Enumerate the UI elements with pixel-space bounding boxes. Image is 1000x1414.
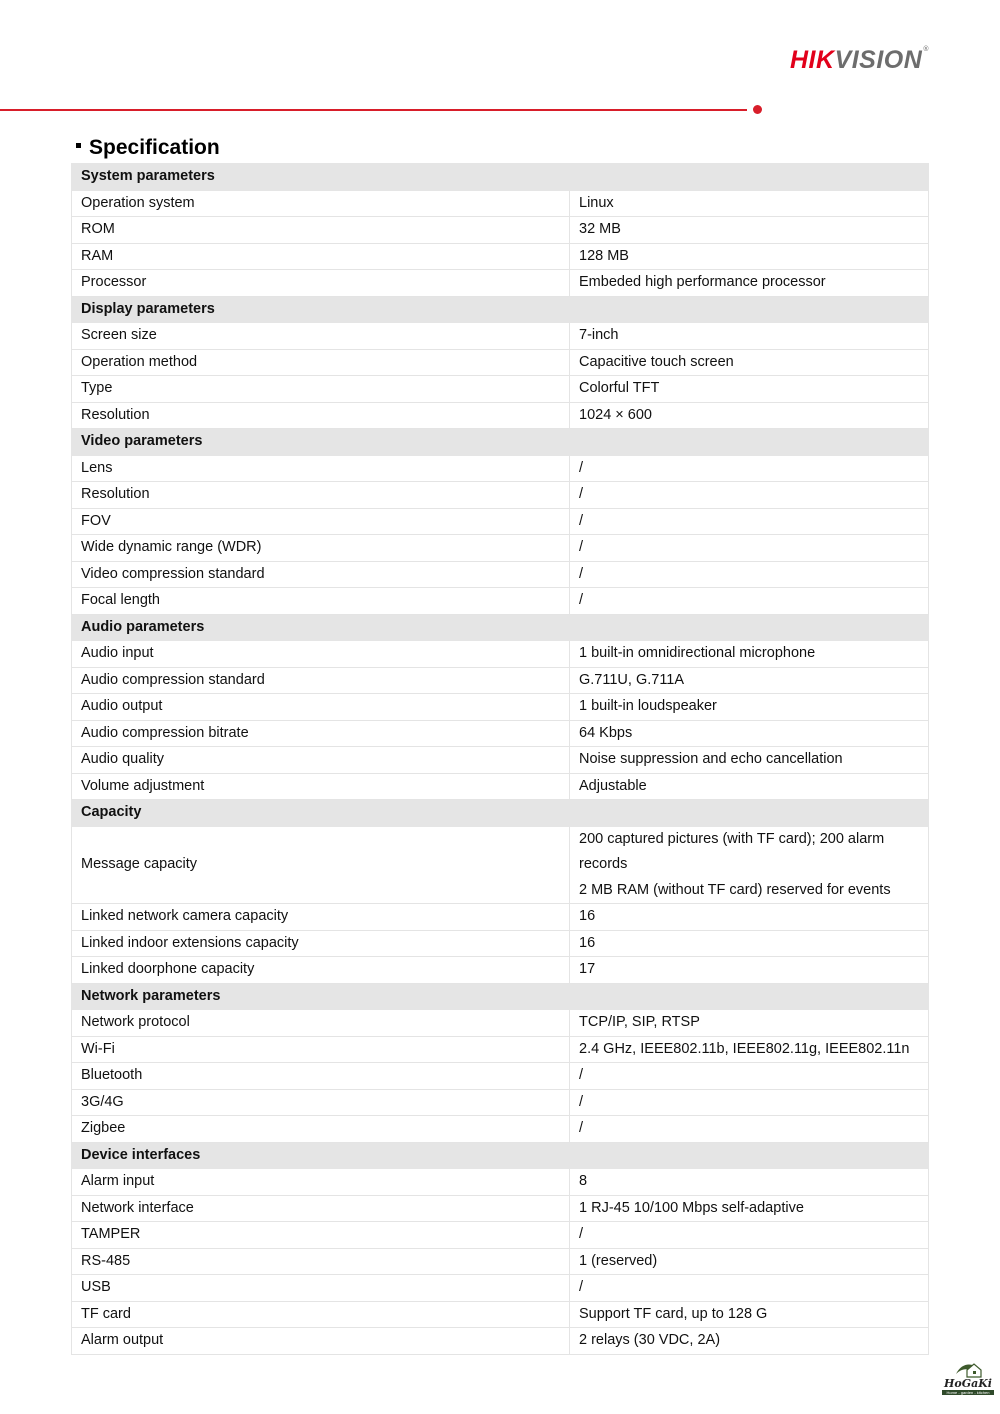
spec-value: 128 MB — [570, 243, 929, 270]
spec-value: / — [570, 508, 929, 535]
section-title: Network parameters — [72, 983, 929, 1010]
spec-key: Network interface — [72, 1195, 570, 1222]
header-rule-dot — [753, 105, 762, 114]
table-row — [72, 1116, 929, 1143]
spec-table — [71, 163, 929, 1355]
section-header-row — [72, 800, 929, 827]
spec-key: TAMPER — [72, 1222, 570, 1249]
table-row — [72, 402, 929, 429]
spec-value: G.711U, G.711A — [570, 667, 929, 694]
spec-value-line: 200 captured pictures (with TF card); 200 alarm records — [579, 830, 885, 872]
spec-value: 64 Kbps — [570, 720, 929, 747]
spec-key: Zigbee — [72, 1116, 570, 1143]
house-leaf-icon — [953, 1360, 983, 1378]
hikvision-logo — [790, 46, 929, 75]
spec-key: Linked indoor extensions capacity — [72, 930, 570, 957]
table-row — [72, 482, 929, 509]
spec-value: / — [570, 561, 929, 588]
spec-key: Message capacity — [72, 826, 570, 904]
table-row — [72, 561, 929, 588]
section-header-row — [72, 1142, 929, 1169]
spec-key: Audio compression standard — [72, 667, 570, 694]
spec-value: 17 — [570, 957, 929, 984]
table-row — [72, 667, 929, 694]
section-title: Video parameters — [72, 429, 929, 456]
table-row — [72, 694, 929, 721]
table-row — [72, 243, 929, 270]
spec-value: 1024 × 600 — [570, 402, 929, 429]
hogaki-watermark — [940, 1360, 996, 1408]
spec-key: Screen size — [72, 323, 570, 350]
spec-key: ROM — [72, 217, 570, 244]
spec-table-body — [72, 164, 929, 1355]
spec-key: Video compression standard — [72, 561, 570, 588]
table-row — [72, 455, 929, 482]
spec-value: 1 RJ-45 10/100 Mbps self-adaptive — [570, 1195, 929, 1222]
spec-key: Linked network camera capacity — [72, 904, 570, 931]
table-row — [72, 1063, 929, 1090]
table-row — [72, 323, 929, 350]
section-title: Display parameters — [72, 296, 929, 323]
spec-value: 32 MB — [570, 217, 929, 244]
logo-gray-part: VISION — [834, 46, 923, 74]
section-header-row — [72, 164, 929, 191]
spec-key: Volume adjustment — [72, 773, 570, 800]
table-row — [72, 1089, 929, 1116]
table-row — [72, 720, 929, 747]
spec-value: / — [570, 535, 929, 562]
spec-value: / — [570, 1116, 929, 1143]
table-row — [72, 773, 929, 800]
table-row — [72, 270, 929, 297]
spec-value — [570, 826, 929, 904]
spec-value: 1 built-in omnidirectional microphone — [570, 641, 929, 668]
spec-key: Lens — [72, 455, 570, 482]
spec-value: 2.4 GHz, IEEE802.11b, IEEE802.11g, IEEE802.11n — [570, 1036, 929, 1063]
table-row — [72, 535, 929, 562]
spec-key: Alarm input — [72, 1169, 570, 1196]
spec-key: USB — [72, 1275, 570, 1302]
spec-key: Wide dynamic range (WDR) — [72, 535, 570, 562]
table-row — [72, 1195, 929, 1222]
page-title-text: Specification — [89, 136, 220, 159]
page-title — [76, 136, 220, 160]
section-title: Capacity — [72, 800, 929, 827]
watermark-name: HoGaKi — [944, 1377, 992, 1390]
spec-key: Alarm output — [72, 1328, 570, 1355]
spec-value: / — [570, 588, 929, 615]
table-row — [72, 376, 929, 403]
registered-mark: ® — [923, 46, 929, 53]
table-row — [72, 1328, 929, 1355]
table-row — [72, 1169, 929, 1196]
spec-value: TCP/IP, SIP, RTSP — [570, 1010, 929, 1037]
table-row — [72, 904, 929, 931]
spec-key: TF card — [72, 1301, 570, 1328]
spec-key: Focal length — [72, 588, 570, 615]
spec-value: Colorful TFT — [570, 376, 929, 403]
spec-key: Linked doorphone capacity — [72, 957, 570, 984]
spec-value: 8 — [570, 1169, 929, 1196]
spec-value: Capacitive touch screen — [570, 349, 929, 376]
table-row — [72, 588, 929, 615]
spec-value: / — [570, 1063, 929, 1090]
spec-key: Audio input — [72, 641, 570, 668]
spec-value: 1 built-in loudspeaker — [570, 694, 929, 721]
spec-key: RS-485 — [72, 1248, 570, 1275]
spec-key: Operation system — [72, 190, 570, 217]
spec-value: / — [570, 455, 929, 482]
table-row — [72, 641, 929, 668]
table-row — [72, 1275, 929, 1302]
table-row — [72, 747, 929, 774]
spec-value: 16 — [570, 904, 929, 931]
table-row — [72, 957, 929, 984]
spec-value: / — [570, 1222, 929, 1249]
section-header-row — [72, 983, 929, 1010]
spec-key: Type — [72, 376, 570, 403]
spec-key: Network protocol — [72, 1010, 570, 1037]
spec-key: Processor — [72, 270, 570, 297]
section-header-row — [72, 429, 929, 456]
spec-value: / — [570, 482, 929, 509]
section-title: System parameters — [72, 164, 929, 191]
spec-key: Wi-Fi — [72, 1036, 570, 1063]
spec-key: 3G/4G — [72, 1089, 570, 1116]
spec-value: Linux — [570, 190, 929, 217]
spec-key: Audio quality — [72, 747, 570, 774]
table-row — [72, 1222, 929, 1249]
spec-value: 2 relays (30 VDC, 2A) — [570, 1328, 929, 1355]
spec-value: 16 — [570, 930, 929, 957]
spec-value: Adjustable — [570, 773, 929, 800]
spec-key: FOV — [72, 508, 570, 535]
spec-key: Resolution — [72, 402, 570, 429]
section-header-row — [72, 296, 929, 323]
spec-value: Embeded high performance processor — [570, 270, 929, 297]
spec-key: Operation method — [72, 349, 570, 376]
table-row — [72, 190, 929, 217]
section-title: Audio parameters — [72, 614, 929, 641]
spec-key: Audio compression bitrate — [72, 720, 570, 747]
spec-value: Support TF card, up to 128 G — [570, 1301, 929, 1328]
spec-value-line: 2 MB RAM (without TF card) reserved for events — [579, 881, 891, 898]
table-row — [72, 1248, 929, 1275]
spec-key: Bluetooth — [72, 1063, 570, 1090]
bullet-icon — [76, 143, 81, 148]
spec-key: Audio output — [72, 694, 570, 721]
table-row — [72, 349, 929, 376]
table-row — [72, 508, 929, 535]
spec-key: RAM — [72, 243, 570, 270]
section-title: Device interfaces — [72, 1142, 929, 1169]
watermark-tagline: Home - garden - kitchen — [942, 1390, 994, 1395]
table-row — [72, 930, 929, 957]
section-header-row — [72, 614, 929, 641]
spec-value: 1 (reserved) — [570, 1248, 929, 1275]
table-row — [72, 1010, 929, 1037]
spec-value: Noise suppression and echo cancellation — [570, 747, 929, 774]
header-rule — [0, 109, 747, 111]
spec-value: / — [570, 1089, 929, 1116]
table-row — [72, 1036, 929, 1063]
table-row — [72, 826, 929, 904]
table-row — [72, 1301, 929, 1328]
spec-value: / — [570, 1275, 929, 1302]
logo-red-part: HIK — [790, 46, 835, 74]
spec-value: 7-inch — [570, 323, 929, 350]
spec-key: Resolution — [72, 482, 570, 509]
table-row — [72, 217, 929, 244]
